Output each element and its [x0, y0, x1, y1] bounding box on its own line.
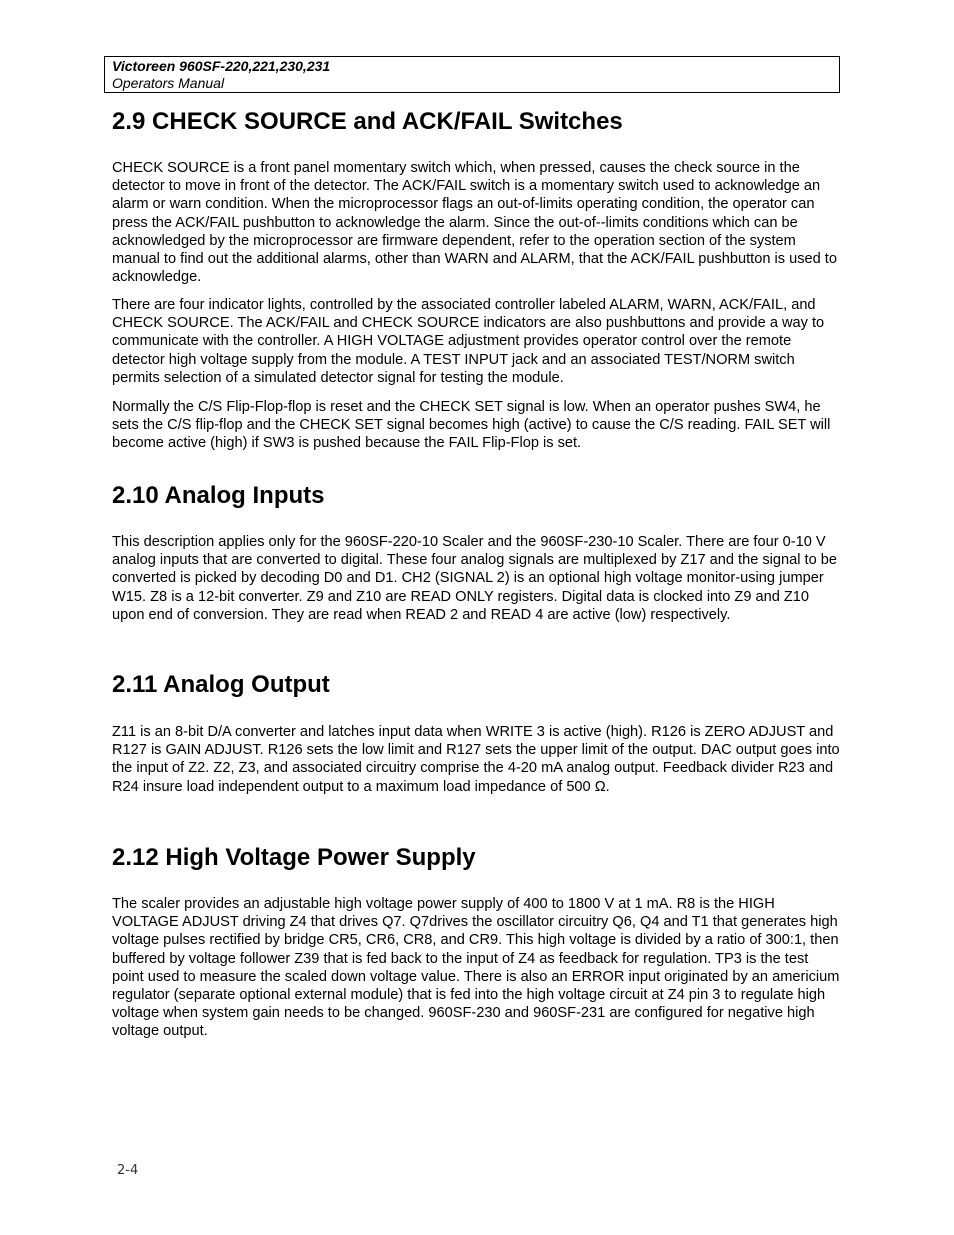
page-number: 2-4	[117, 1163, 139, 1178]
section-title-2-12: 2.12 High Voltage Power Supply	[112, 844, 476, 871]
paragraph: CHECK SOURCE is a front panel momentary switch which, when pressed, causes the check source in the detector to move in front of the detector. The ACK/FAIL switch is a momentary switch used to acknowledge an alarm or warn condition. When the microprocessor flags an out-of-limits operating condition, the operator can press the ACK/FAIL pushbutton to acknowledge the alarm. Since the out-of--limits conditions which can be acknowledged by the microprocessor are firmware dependent, refer to the operation section of the system manual to find out the additional alarms, other than WARN and ALARM, that the ACK/FAIL pushbutton is used to acknowledge.	[112, 160, 837, 286]
section-title-2-11: 2.11 Analog Output	[112, 671, 330, 698]
section-title-2-9: 2.9 CHECK SOURCE and ACK/FAIL Switches	[112, 108, 623, 135]
paragraph: There are four indicator lights, controlled by the associated controller labeled ALARM, WARN, ACK/FAIL, and CHECK SOURCE. The ACK/FAIL and CHECK SOURCE indicators are also pushbuttons and provide a way to communicate with the controller. A HIGH VOLTAGE adjustment provides operator control over the remote detector high voltage supply from the module. A TEST INPUT jack and an associated TEST/NORM switch permits selection of a simulated detector signal for testing the module.	[112, 297, 825, 386]
document-subtitle: Operators Manual	[112, 75, 225, 91]
running-header	[104, 56, 840, 93]
paragraph: This description applies only for the 960SF-220-10 Scaler and the 960SF-230-10 Scaler. There are four 0-10 V analog inputs that are converted to digital. These four analog signals are multiplexed by Z17 and the signal to be converted is picked by decoding D0 and D1. CH2 (SIGNAL 2) is an optional high voltage monitor-using jumper W15. Z8 is a 12-bit converter. Z9 and Z10 are READ ONLY registers. Digital data is clocked into Z9 and Z10 upon end of conversion. They are read when READ 2 and READ 4 are active (low) respectively.	[112, 534, 838, 623]
document-title: Victoreen 960SF-220,221,230,231	[112, 58, 331, 74]
paragraph: Normally the C/S Flip-Flop-flop is reset and the CHECK SET signal is low. When an operator pushes SW4, he sets the C/S flip-flop and the CHECK SET signal becomes high (active) to cause the C/S reading. FAIL SET will become active (high) if SW3 is pushed because the FAIL Flip-Flop is set.	[112, 399, 831, 452]
paragraph: The scaler provides an adjustable high voltage power supply of 400 to 1800 V at 1 mA. R8 is the HIGH VOLTAGE ADJUST driving Z4 that drives Q7. Q7drives the oscillator circuitry Q6, Q4 and T1 that generates high voltage pulses rectified by bridge CR5, CR6, CR8, and CR9. This high voltage is divided by a ratio of 300:1, then buffered by voltage follower Z39 that is fed back to the input of Z4 as feedback for regulation. TP3 is the test point used to measure the scaled down voltage value. There is also an ERROR input originated by an americium regulator (separate optional external module) that is fed into the high voltage circuit at Z4 pin 3 to regulate high voltage when system gain needs to be changed. 960SF-230 and 960SF-231 are configured for negative high voltage output.	[112, 896, 840, 1040]
paragraph: Z11 is an 8-bit D/A converter and latches input data when WRITE 3 is active (high). R126 is ZERO ADJUST and R127 is GAIN ADJUST. R126 sets the low limit and R127 sets the upper limit of the output. DAC output goes into the input of Z2. Z2, Z3, and associated circuitry comprise the 4-20 mA analog output. Feedback divider R23 and R24 insure load independent output to a maximum load impedance of 500 Ω.	[112, 724, 840, 795]
section-title-2-10: 2.10 Analog Inputs	[112, 482, 325, 509]
